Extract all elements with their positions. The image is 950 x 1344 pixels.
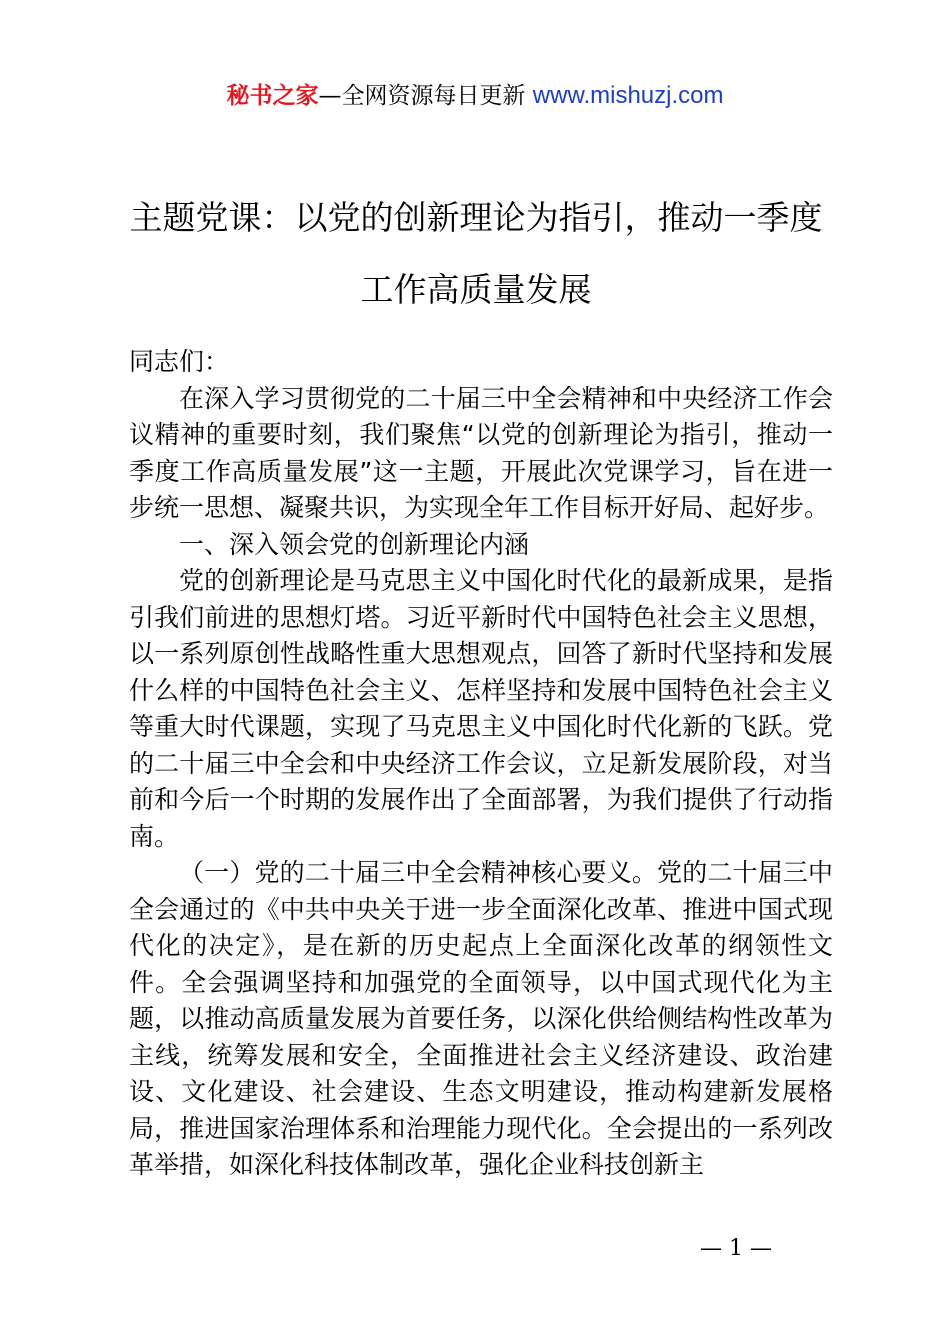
header-tagline: —全网资源每日更新	[318, 83, 533, 109]
section-heading: 一、深入领会党的创新理论内涵	[179, 529, 530, 559]
site-url-link[interactable]: www.mishuzj.com	[532, 82, 724, 109]
salutation: 同志们：	[129, 347, 230, 376]
body-paragraph: （一）党的二十届三中全会精神核心要义。党的二十届三中全会通过的《中共中央关于进一步全面深化改革、推进中国式现代化的决定》，是在新的历史起点上全面深化改革的纲领性文件。全会强调坚持和加强党的全面领导，以中国式现代化为主题，以推动高质量发展为首要任务，以深化供给侧结构性改革为主线，统筹发展和安全，全面推进社会主义经济建设、政治建设、文化建设、社会建设、生态文明建设，推动构建新发展格局，推进国家治理体系和治理能力现代化。全会提出的一系列改革举措，如深化科技体制改革，强化企业科技创新主	[129, 858, 833, 1179]
body-paragraph: 党的创新理论是马克思主义中国化时代化的最新成果，是指引我们前进的思想灯塔。习近平新时代中国特色社会主义思想，以一系列原创性战略性重大思想观点，回答了新时代坚持和发展什么样的中国特色社会主义、怎样坚持和发展中国特色社会主义等重大时代课题，实现了马克思主义中国化时代化新的飞跃。党的二十届三中全会和中央经济工作会议，立足新发展阶段，对当前和今后一个时期的发展作出了全面部署，为我们提供了行动指南。	[129, 566, 833, 851]
document-body	[129, 344, 833, 1184]
page-number: — 1 —	[700, 1236, 772, 1261]
body-paragraph: 在深入学习贯彻党的二十届三中全会精神和中央经济工作会议精神的重要时刻，我们聚焦“以党的创新理论为指引，推动一季度工作高质量发展”这一主题，开展此次党课学习，旨在进一步统一思想、凝聚共识，为实现全年工作目标开好局、起好步。	[129, 383, 833, 522]
brand-name: 秘书之家	[226, 83, 319, 109]
site-header	[0, 78, 950, 114]
document-title: 主题党课：以党的创新理论为指引，推动一季度工作高质量发展	[129, 198, 823, 309]
